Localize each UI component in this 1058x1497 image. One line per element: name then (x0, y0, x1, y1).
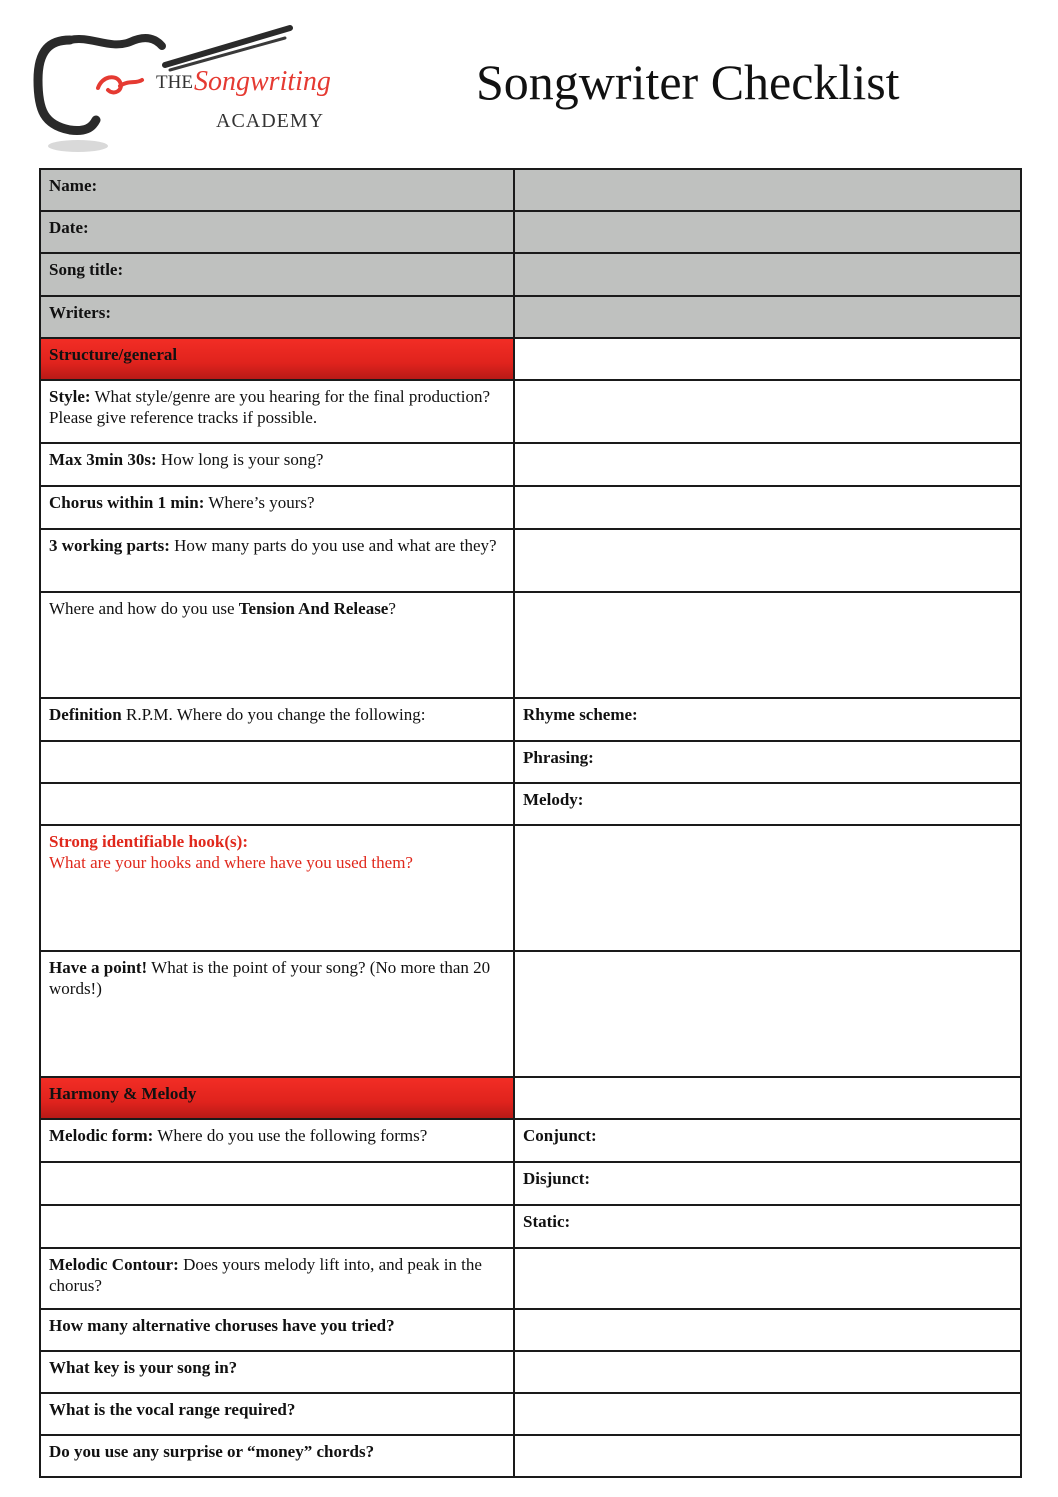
table-row (40, 1248, 1021, 1309)
alt-choruses-question: How many alternative choruses have you tried? (40, 1309, 514, 1351)
alt-choruses-answer-field[interactable] (514, 1309, 1021, 1351)
definition-question: Definition R.P.M. Where do you change the following: (40, 698, 514, 741)
logo-academy-text: ACADEMY (216, 110, 325, 132)
song-title-field[interactable] (514, 253, 1021, 296)
table-row (40, 486, 1021, 529)
style-question: Style: What style/genre are you hearing for the final production? Please give reference tracks if possible. (40, 380, 514, 443)
table-row (40, 741, 1021, 783)
section-row-structure (40, 338, 1021, 380)
chorus-question: Chorus within 1 min: Where’s yours? (40, 486, 514, 529)
writers-field[interactable] (514, 296, 1021, 338)
writers-label: Writers: (40, 296, 514, 338)
length-question: Max 3min 30s: How long is your song? (40, 443, 514, 486)
money-chords-answer-field[interactable] (514, 1435, 1021, 1477)
info-row-date (40, 211, 1021, 253)
melody-field[interactable]: Melody: (514, 783, 1021, 825)
table-row (40, 1119, 1021, 1162)
songwriting-academy-logo (30, 20, 350, 160)
info-row-name (40, 169, 1021, 211)
structure-answer-field[interactable] (514, 338, 1021, 380)
point-question: Have a point! What is the point of your song? (No more than 20 words!) (40, 951, 514, 1077)
table-row (40, 1309, 1021, 1351)
point-answer-field[interactable] (514, 951, 1021, 1077)
table-row (40, 698, 1021, 741)
table-row (40, 1162, 1021, 1205)
phrasing-field[interactable]: Phrasing: (514, 741, 1021, 783)
table-row (40, 380, 1021, 443)
vocal-range-question: What is the vocal range required? (40, 1393, 514, 1435)
date-field[interactable] (514, 211, 1021, 253)
vocal-range-answer-field[interactable] (514, 1393, 1021, 1435)
length-answer-field[interactable] (514, 443, 1021, 486)
section-row-harmony (40, 1077, 1021, 1119)
info-row-song-title (40, 253, 1021, 296)
table-row (40, 1205, 1021, 1248)
empty-cell (40, 1205, 514, 1248)
style-answer-field[interactable] (514, 380, 1021, 443)
chorus-answer-field[interactable] (514, 486, 1021, 529)
rhyme-scheme-field[interactable]: Rhyme scheme: (514, 698, 1021, 741)
contour-answer-field[interactable] (514, 1248, 1021, 1309)
table-row (40, 951, 1021, 1077)
empty-cell (40, 783, 514, 825)
logo-the-text: THE (156, 72, 193, 93)
guitar-outline-logo-icon (30, 20, 350, 160)
name-label: Name: (40, 169, 514, 211)
table-row (40, 1435, 1021, 1477)
contour-question: Melodic Contour: Does yours melody lift into, and peak in the chorus? (40, 1248, 514, 1309)
parts-question: 3 working parts: How many parts do you use and what are they? (40, 529, 514, 592)
name-field[interactable] (514, 169, 1021, 211)
harmony-answer-field[interactable] (514, 1077, 1021, 1119)
melodic-form-question: Melodic form: Where do you use the following forms? (40, 1119, 514, 1162)
money-chords-question: Do you use any surprise or “money” chords? (40, 1435, 514, 1477)
section-header-harmony: Harmony & Melody (40, 1077, 514, 1119)
table-row (40, 529, 1021, 592)
song-title-label: Song title: (40, 253, 514, 296)
static-field[interactable]: Static: (514, 1205, 1021, 1248)
hook-answer-field[interactable] (514, 825, 1021, 951)
disjunct-field[interactable]: Disjunct: (514, 1162, 1021, 1205)
checklist-table (39, 168, 1022, 1478)
date-label: Date: (40, 211, 514, 253)
empty-cell (40, 741, 514, 783)
conjunct-field[interactable]: Conjunct: (514, 1119, 1021, 1162)
table-row (40, 592, 1021, 698)
table-row (40, 1393, 1021, 1435)
page-title: Songwriter Checklist (476, 54, 900, 110)
tension-answer-field[interactable] (514, 592, 1021, 698)
table-row (40, 1351, 1021, 1393)
logo-songwriting-text: Songwriting (194, 66, 331, 97)
key-question: What key is your song in? (40, 1351, 514, 1393)
parts-answer-field[interactable] (514, 529, 1021, 592)
empty-cell (40, 1162, 514, 1205)
table-row (40, 783, 1021, 825)
table-row (40, 443, 1021, 486)
hook-question: Strong identifiable hook(s): What are your hooks and where have you used them? (40, 825, 514, 951)
key-answer-field[interactable] (514, 1351, 1021, 1393)
tension-question: Where and how do you use Tension And Release? (40, 592, 514, 698)
table-row (40, 825, 1021, 951)
section-header-structure: Structure/general (40, 338, 514, 380)
info-row-writers (40, 296, 1021, 338)
